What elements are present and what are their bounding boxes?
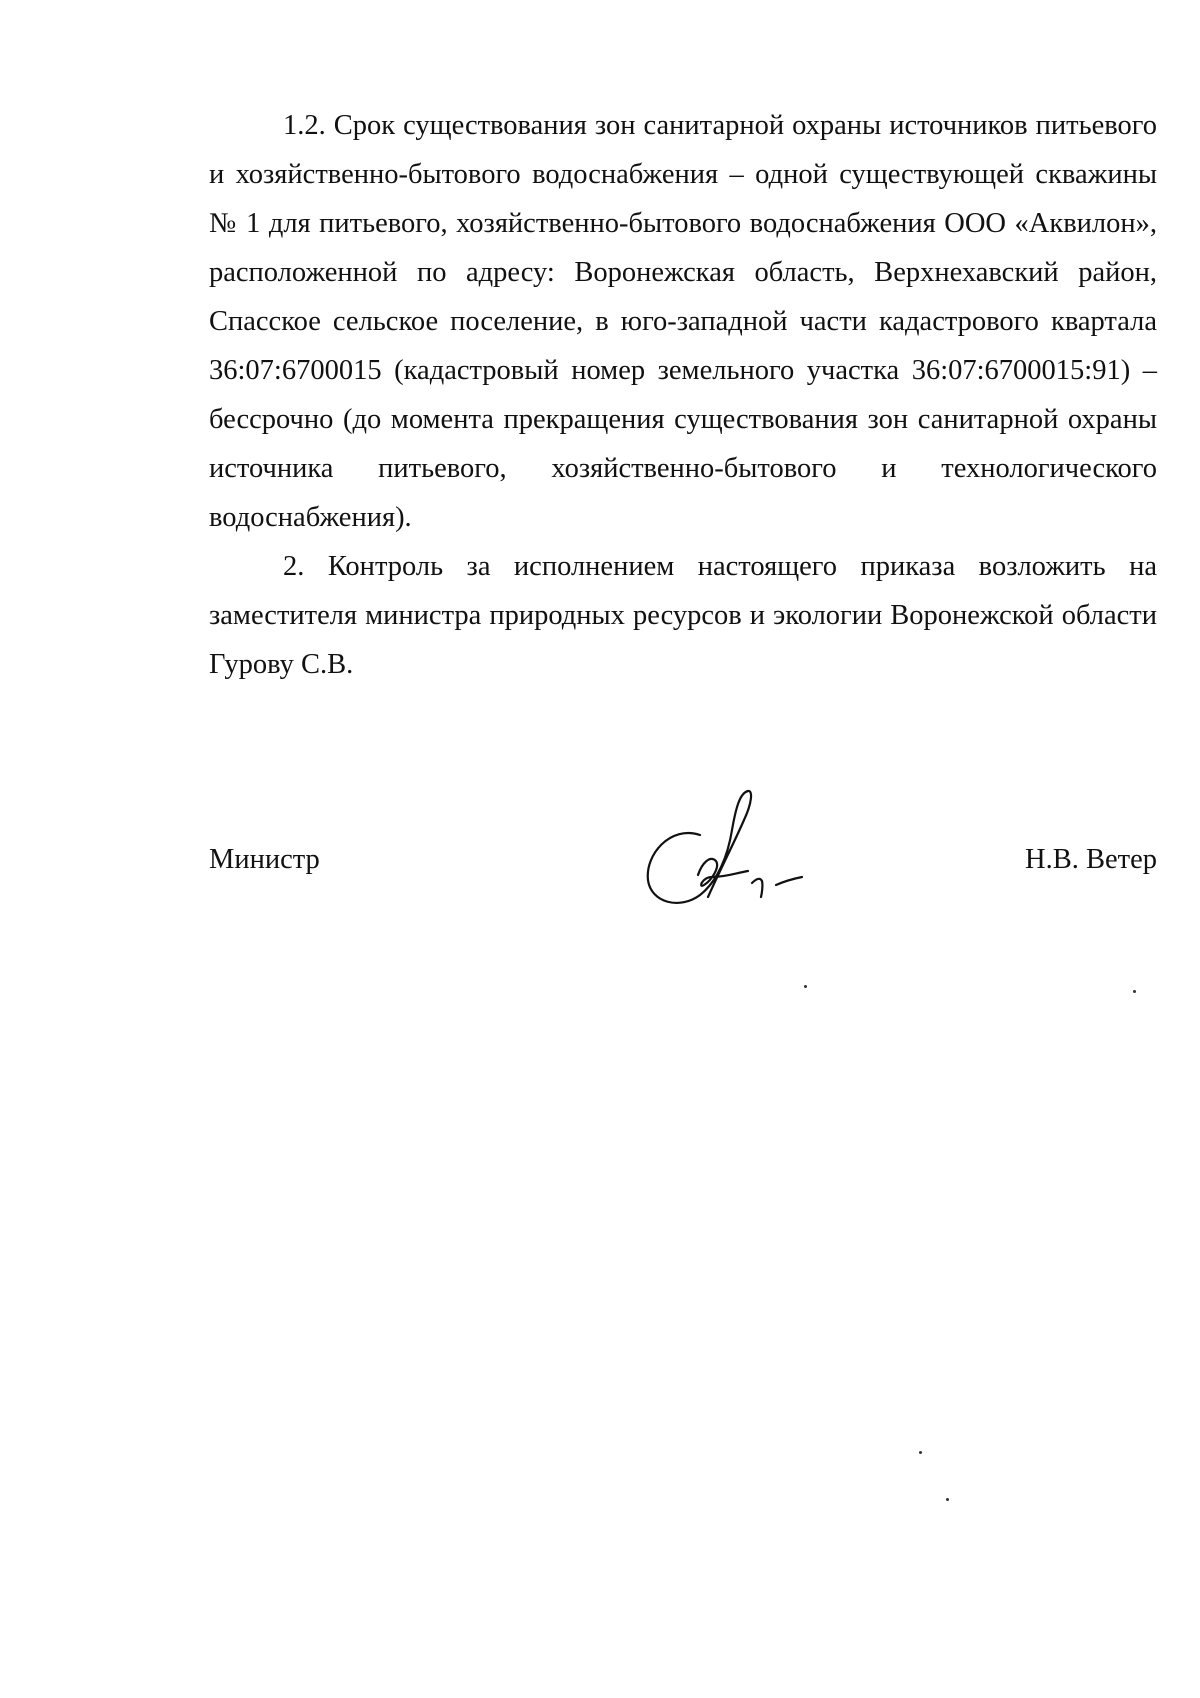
paragraph-1-2: 1.2. Срок существования зон санитарной охраны источников питьевого и хозяйственно-бытового водоснабжения – одной существующей скважины № 1 для питьевого, хозяйственно-бытового водоснабжения ООО «Аквилон», расположенной по адресу: Воронежская область, Верхнехавский район, Спасское сельское поселение, в юго-западной части кадастрового квартала 36:07:6700015 (кадастровый номер земельного участка 36:07:6700015:91) – бессрочно (до момента прекращения существования зон санитарной охраны источника питьевого, хозяйственно-бытового и технологического водоснабжения). [209,110,1157,533]
document-body [209,101,1157,689]
scan-speck [919,1451,922,1454]
paragraph-2: 2. Контроль за исполнением настоящего приказа возложить на заместителя министра природных ресурсов и экологии Воронежской области Гурову С.В. [209,551,1157,680]
scan-speck [804,985,807,988]
handwritten-signature [640,785,820,915]
signatory-name: Н.В. Ветер [1025,844,1157,875]
scan-speck [946,1498,949,1501]
signatory-title: Министр [209,844,320,875]
scan-speck [1133,990,1136,993]
